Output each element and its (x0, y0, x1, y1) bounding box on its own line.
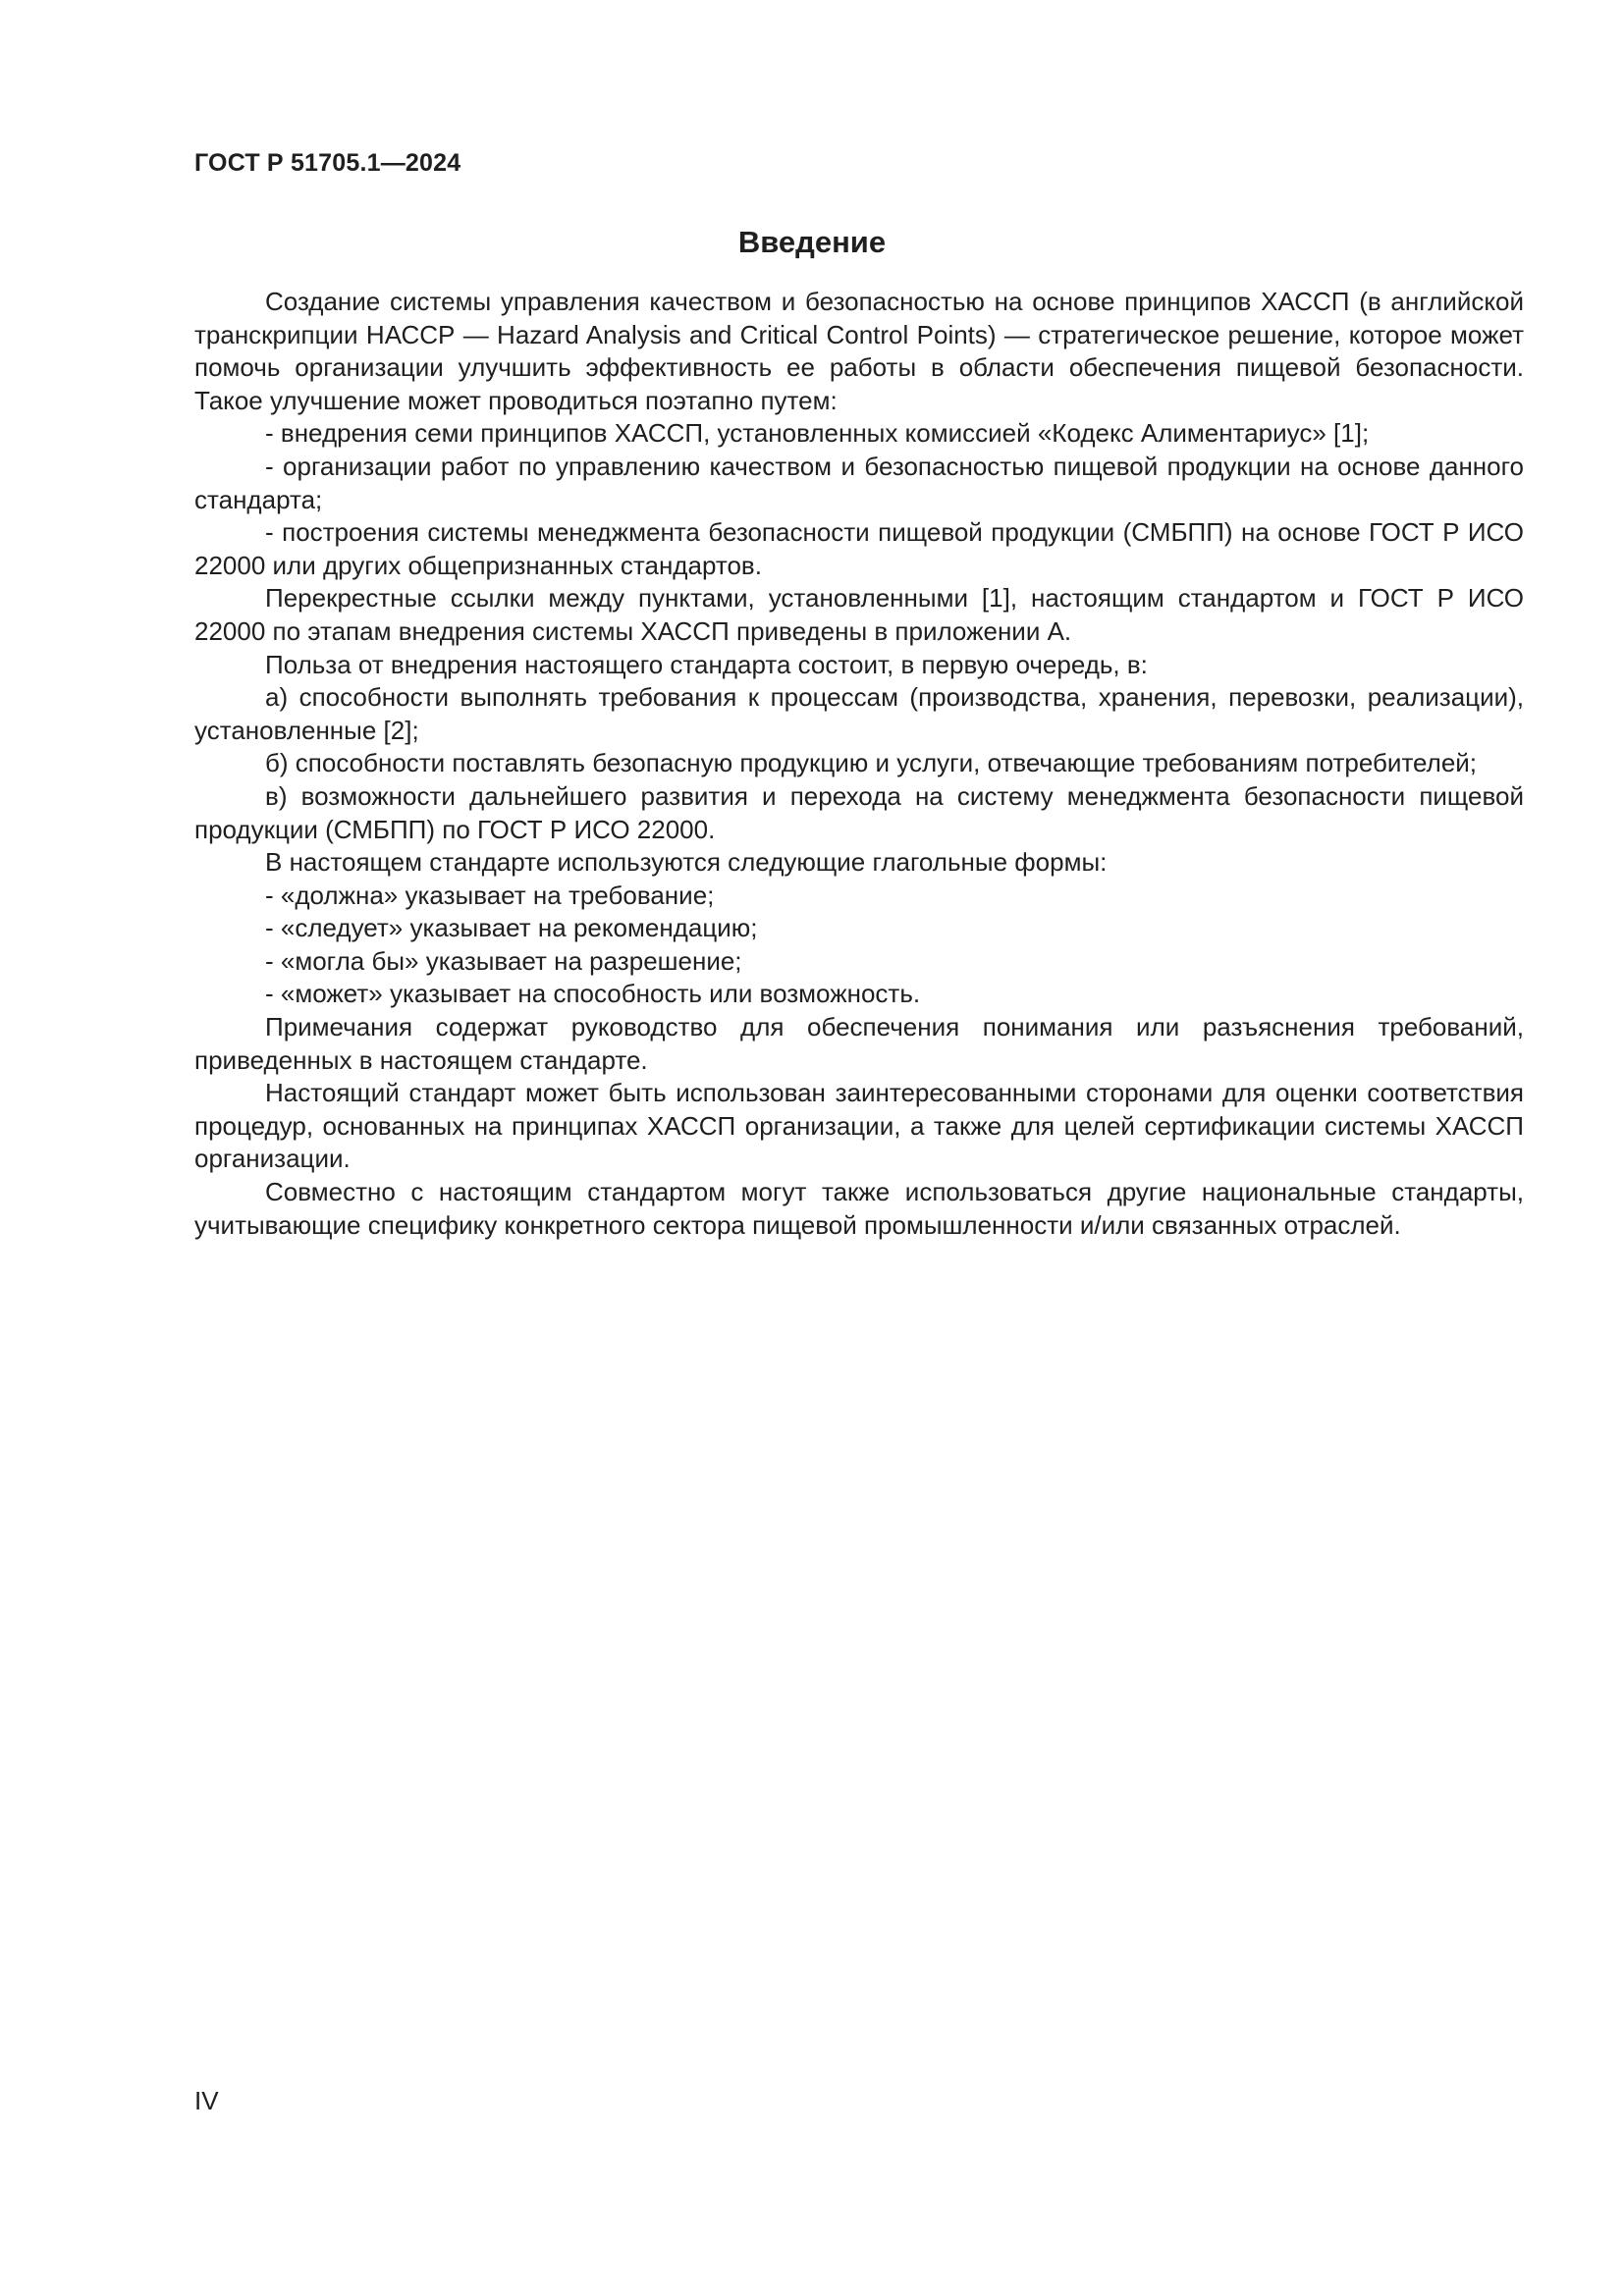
list-item-benefit-v: в) возможности дальнейшего развития и перехода на систему менеджмента безопасности пищевой продукции (СМБПП) по ГОСТ Р ИСО 22000. (194, 780, 1524, 844)
list-item-may: - «могла бы» указывает на разрешение; (265, 945, 742, 976)
list-item-principles: - внедрения семи принципов ХАССП, установленных комиссией «Кодекс Алиментариус» [1]; (265, 418, 1370, 449)
list-item-benefit-a: а) способности выполнять требования к процессам (производства, хранения, перевозки, реализации), установленные [2]; (194, 682, 1524, 745)
paragraph-usage: Настоящий стандарт может быть использован заинтересованными сторонами для оценки соответствия процедур, основанных на принципах ХАССП организации, а также для целей сертификации системы ХАССП организации. (194, 1078, 1524, 1174)
list-item-organization: - организации работ по управлению качеством и безопасностью пищевой продукции на основе данного стандарта; (194, 451, 1524, 514)
paragraph-cross-references: Перекрестные ссылки между пунктами, установленными [1], настоящим стандартом и ГОСТ Р ИСО 22000 по этапам внедрения системы ХАССП приведены в приложении А. (194, 583, 1524, 646)
list-item-can: - «может» указывает на способность или возможность. (265, 979, 921, 1009)
section-title: Введение (737, 225, 887, 259)
list-item-smbpp: - построения системы менеджмента безопасности пищевой продукции (СМБПП) на основе ГОСТ Р ИСО 22000 или других общепризнанных стандартов. (194, 517, 1524, 580)
paragraph-intro: Создание системы управления качеством и безопасностью на основе принципов ХАССП (в английской транскрипции НАССР — Hazard Analysis and Critical Control Points) — стратегическое решение, которое может помочь организации улучшить эффективность ее работы в области обеспечения пищевой безопасности. Такое улучшение может проводиться поэтапно путем: (194, 287, 1524, 415)
page-number: IV (194, 2086, 219, 2115)
list-item-shall: - «должна» указывает на требование; (265, 880, 715, 910)
paragraph-benefits: Польза от внедрения настоящего стандарта состоит, в первую очередь, в: (265, 649, 1148, 679)
introduction-body (194, 286, 1524, 1242)
list-item-should: - «следует» указывает на рекомендацию; (265, 913, 758, 943)
document-code-header: ГОСТ Р 51705.1—2024 (194, 149, 461, 177)
paragraph-verbal-forms: В настоящем стандарте используются следующие глагольные формы: (265, 847, 1108, 878)
list-item-benefit-b: б) способности поставлять безопасную продукцию и услуги, отвечающие требованиям потребителей; (265, 748, 1478, 778)
paragraph-notes: Примечания содержат руководство для обеспечения понимания или разъяснения требований, приведенных в настоящем стандарте. (194, 1012, 1524, 1075)
paragraph-other-standards: Совместно с настоящим стандартом могут также использоваться другие национальные стандарты, учитывающие специфику конкретного сектора пищевой промышленности и/или связанных отраслей. (194, 1177, 1524, 1240)
